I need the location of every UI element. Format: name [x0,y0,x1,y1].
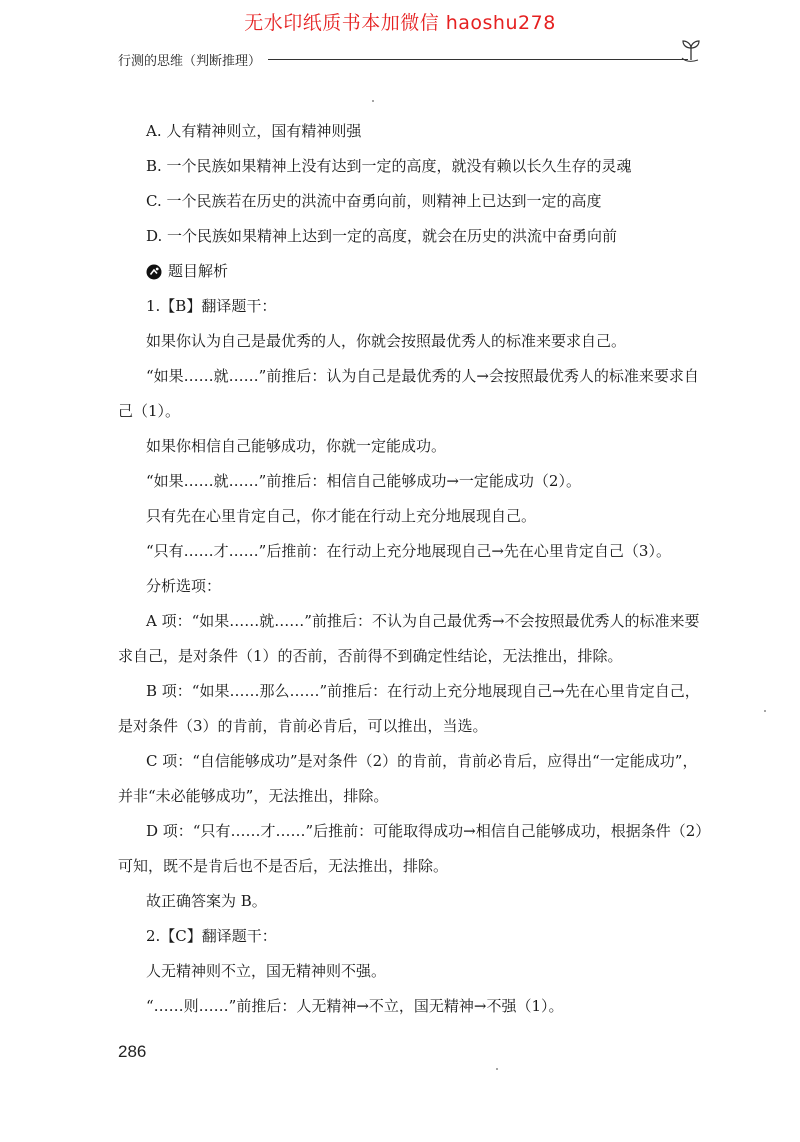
scan-speck [372,100,374,102]
option-b: B. 一个民族如果精神上没有达到一定的高度，就没有赖以长久生存的灵魂 [146,157,632,175]
running-head: 行测的思维（判断推理） [118,54,262,69]
section-heading [146,254,710,289]
answer-conclusion: 故正确答案为 B。 [146,892,267,910]
watermark: 无水印纸质书本加微信 haoshu278 [244,12,556,34]
paragraph: “如果……就……”前推后：相信自己能够成功→一定能成功（2）。 [146,472,581,490]
answer-2-heading: 2.【C】翻译题干： [146,927,277,945]
analysis-a: A 项：“如果……就……”前推后：不认为自己最优秀→不会按照最优秀人的标准来要求自己，是对条件（1）的否前，否前得不到确定性结论，无法推出，排除。 [118,612,700,665]
scan-speck [764,710,766,712]
paragraph: 如果你认为自己是最优秀的人，你就会按照最优秀人的标准来要求自己。 [146,332,627,350]
scan-speck [496,1068,498,1070]
sprout-icon [678,36,704,62]
analysis-c: C 项：“自信能够成功”是对条件（2）的肯前，肯前必肯后，应得出“一定能成功”，并非“未必能够成功”，无法推出，排除。 [118,752,698,805]
header-rule [268,59,688,60]
option-d: D. 一个民族如果精神上达到一定的高度，就会在历史的洪流中奋勇向前 [146,227,618,245]
paragraph: 如果你相信自己能够成功，你就一定能成功。 [146,437,447,455]
section-title: 题目解析 [168,262,229,280]
paragraph: “如果……就……”前推后：认为自己是最优秀的人→会按照最优秀人的标准来要求自己（1）。 [118,367,699,420]
option-c: C. 一个民族若在历史的洪流中奋勇向前，则精神上已达到一定的高度 [146,192,602,210]
answer-1-heading: 1.【B】翻译题干： [146,297,277,315]
analysis-b: B 项：“如果……那么……”前推后：在行动上充分地展现自己→先在心里肯定自己，是对条件（3）的肯前，肯前必肯后，可以推出，当选。 [118,682,700,735]
page-body [118,114,710,1024]
page-number: 286 [118,1042,147,1061]
paragraph: 只有先在心里肯定自己，你才能在行动上充分地展现自己。 [146,507,537,525]
paragraph: “……则……”前推后：人无精神→不立，国无精神→不强（1）。 [146,997,564,1015]
analysis-icon [146,264,162,280]
analysis-d: D 项：“只有……才……”后推前：可能取得成功→相信自己能够成功，根据条件（2）可知，既不是肯后也不是否后，无法推出，排除。 [118,822,703,875]
paragraph: “只有……才……”后推前：在行动上充分地展现自己→先在心里肯定自己（3）。 [146,542,671,560]
option-a: A. 人有精神则立，国有精神则强 [146,122,362,140]
paragraph: 人无精神则不立，国无精神则不强。 [146,962,387,980]
paragraph: 分析选项： [146,577,222,595]
